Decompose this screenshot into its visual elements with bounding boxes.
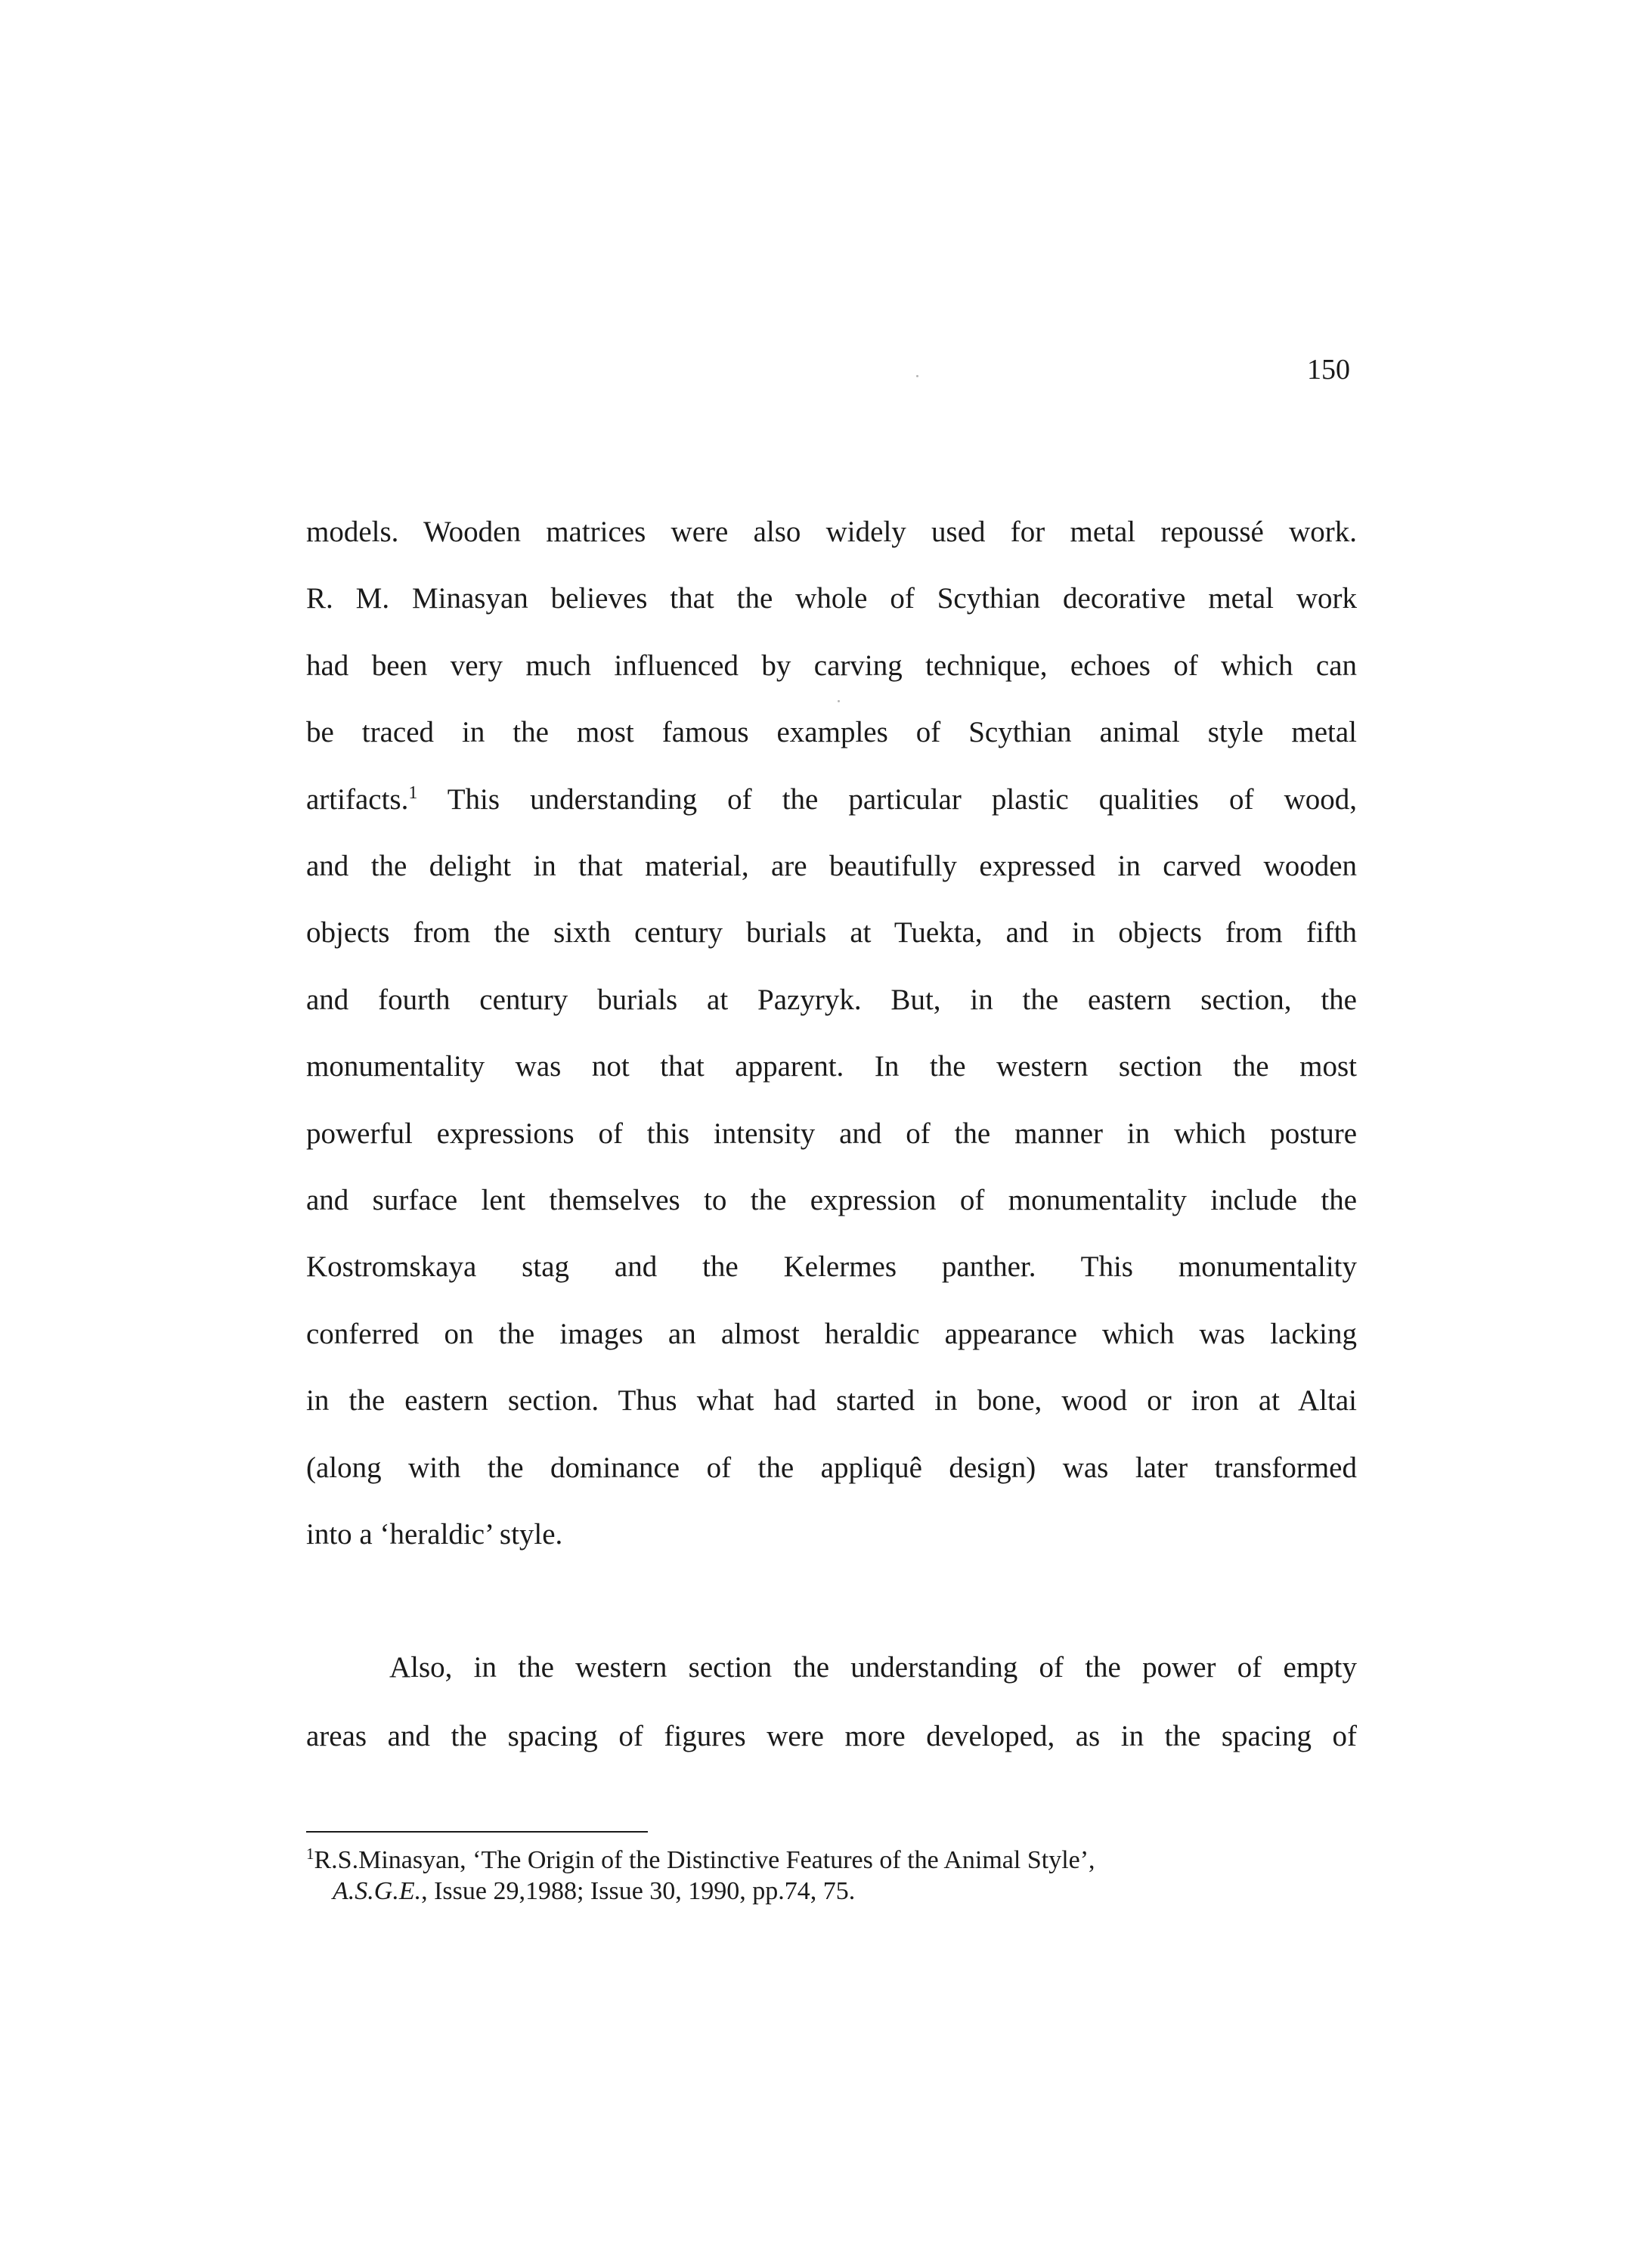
text-line: powerful expressions of this intensity and of the manner in which posture [306, 1117, 1357, 1150]
footnote-marker: 1 [306, 1845, 314, 1863]
footnote-reference: 1 [408, 782, 418, 803]
footnote-text: R.S.Minasyan, ‘The Origin of the Distinctive Features of the Animal Style’, [314, 1846, 1095, 1874]
text-fragment: artifacts. [306, 782, 409, 816]
text-line: and the delight in that material, are beautifully expressed in carved wooden [306, 850, 1357, 883]
page-number: 150 [1307, 354, 1350, 386]
text-line: be traced in the most famous examples of Scythian animal style metal [306, 716, 1357, 749]
text-line: (along with the dominance of the appliquê design) was later transformed [306, 1451, 1357, 1484]
text-line: areas and the spacing of figures were more developed, as in the spacing of [306, 1720, 1357, 1752]
footnote [306, 1845, 1364, 1907]
text-line: and fourth century burials at Pazyryk. But, in the eastern section, the [306, 983, 1357, 1016]
footnote-line [306, 1876, 1364, 1907]
text-line: objects from the sixth century burials at Tuekta, and in objects from fifth [306, 916, 1357, 950]
footnote-line [306, 1845, 1364, 1876]
text-line: models. Wooden matrices were also widely used for metal repoussé work. [306, 516, 1357, 548]
paragraph-2 [306, 1633, 1357, 1771]
text-line: R. M. Minasyan believes that the whole of Scythian decorative metal work [306, 582, 1357, 615]
scan-speck [916, 375, 918, 377]
footnote-separator [306, 1831, 648, 1833]
paragraph-1 [306, 499, 1357, 1569]
journal-abbreviation: A.S.G.E. [333, 1877, 422, 1905]
text-line [306, 767, 1357, 833]
text-line: Kostromskaya stag and the Kelermes panther. This monumentality [306, 1250, 1357, 1284]
footnote-text: , Issue 29,1988; Issue 30, 1990, pp.74, 75. [421, 1877, 856, 1905]
text-line: conferred on the images an almost heraldic appearance which was lacking [306, 1317, 1357, 1350]
text-line: Also, in the western section the understanding of the power of empty [389, 1651, 1357, 1684]
text-line: monumentality was not that apparent. In the western section the most [306, 1050, 1357, 1083]
text-line: had been very much influenced by carving technique, echoes of which can [306, 649, 1357, 682]
text-fragment: This understanding of the particular plastic qualities of wood, [417, 782, 1357, 816]
text-line: and surface lent themselves to the expression of monumentality include the [306, 1184, 1357, 1217]
text-line: in the eastern section. Thus what had started in bone, wood or iron at Altai [306, 1384, 1357, 1418]
text-line: into a ‘heraldic’ style. [306, 1518, 563, 1551]
